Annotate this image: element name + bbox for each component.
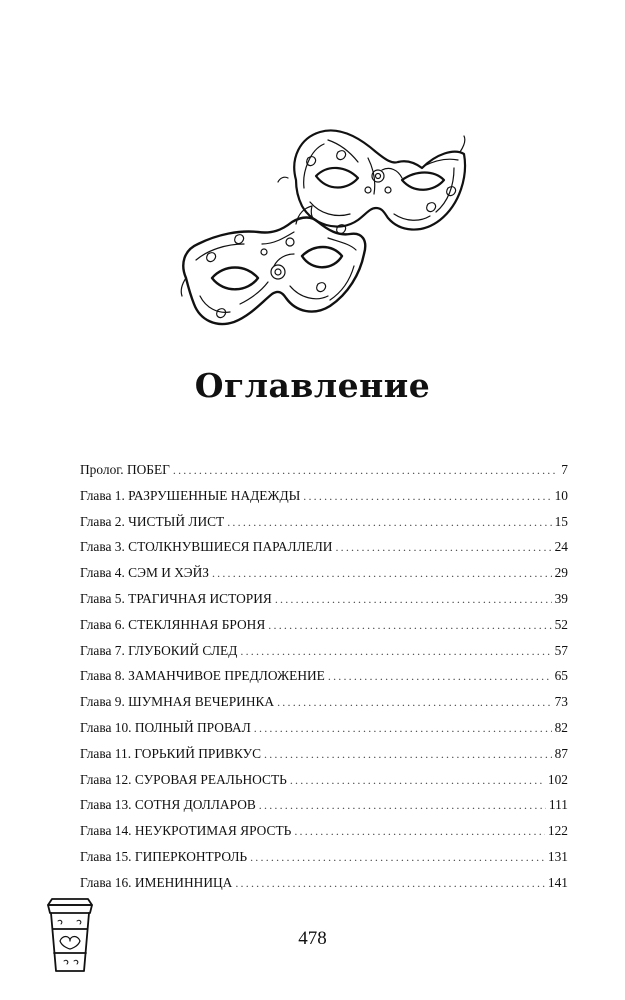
toc-entry-title: Глава 14. НЕУКРОТИМАЯ ЯРОСТЬ bbox=[80, 823, 292, 839]
toc-entry-title: Глава 12. СУРОВАЯ РЕАЛЬНОСТЬ bbox=[80, 771, 287, 787]
toc-entry bbox=[80, 539, 568, 565]
toc-dot-leader bbox=[259, 798, 546, 813]
toc-entry-page: 122 bbox=[547, 823, 568, 839]
toc-entry-page: 24 bbox=[554, 539, 568, 555]
toc-entry bbox=[80, 617, 568, 643]
toc-entry-title: Глава 6. СТЕКЛЯННАЯ БРОНЯ bbox=[80, 616, 266, 632]
toc-dot-leader bbox=[254, 721, 552, 736]
toc-entry-page: 29 bbox=[554, 565, 568, 581]
toc-entry-title: Глава 8. ЗАМАНЧИВОЕ ПРЕДЛОЖЕНИЕ bbox=[80, 668, 325, 684]
toc-entry bbox=[80, 823, 568, 849]
toc-dot-leader bbox=[275, 592, 552, 607]
toc-entry bbox=[80, 514, 568, 540]
toc-entry bbox=[80, 565, 568, 591]
toc-entry-title: Глава 3. СТОЛКНУВШИЕСЯ ПАРАЛЛЕЛИ bbox=[80, 539, 333, 555]
toc-entry-page: 73 bbox=[554, 694, 568, 710]
toc-entry-page: 15 bbox=[554, 513, 568, 529]
toc-entry-page: 39 bbox=[554, 590, 568, 606]
toc-entry bbox=[80, 797, 568, 823]
toc-entry-page: 141 bbox=[547, 874, 568, 890]
toc-entry bbox=[80, 643, 568, 669]
toc-dot-leader bbox=[227, 515, 551, 530]
toc-entry bbox=[80, 668, 568, 694]
toc-entry-title: Глава 1. РАЗРУШЕННЫЕ НАДЕЖДЫ bbox=[80, 487, 301, 503]
toc-entry bbox=[80, 746, 568, 772]
toc-dot-leader bbox=[264, 747, 552, 762]
toc-dot-leader bbox=[335, 540, 551, 555]
toc-dot-leader bbox=[277, 695, 552, 710]
toc-entry-page: 52 bbox=[554, 616, 568, 632]
toc-entry-page: 10 bbox=[554, 487, 568, 503]
page-number: 478 bbox=[298, 928, 327, 949]
toc-entry-title: Глава 4. СЭМ И ХЭЙЗ bbox=[80, 565, 209, 581]
toc-entry bbox=[80, 488, 568, 514]
toc-entry bbox=[80, 849, 568, 875]
toc-entry bbox=[80, 772, 568, 798]
toc-entry-title: Глава 15. ГИПЕРКОНТРОЛЬ bbox=[80, 848, 248, 864]
toc-dot-leader bbox=[328, 669, 552, 684]
toc-entry-title: Глава 2. ЧИСТЫЙ ЛИСТ bbox=[80, 513, 225, 529]
toc-dot-leader bbox=[290, 773, 545, 788]
toc-entry-title: Пролог. ПОБЕГ bbox=[80, 462, 170, 477]
toc-dot-leader bbox=[212, 566, 552, 581]
toc-entry-title: Глава 11. ГОРЬКИЙ ПРИВКУС bbox=[80, 745, 262, 761]
toc-entry-page: 82 bbox=[554, 719, 568, 735]
toc-entry bbox=[80, 694, 568, 720]
toc-entry-page: 65 bbox=[554, 668, 568, 684]
toc-entry bbox=[80, 591, 568, 617]
toc-entry bbox=[80, 875, 568, 901]
table-of-contents bbox=[80, 462, 568, 901]
toc-entry-title: Глава 7. ГЛУБОКИЙ СЛЕД bbox=[80, 642, 238, 658]
toc-entry-page: 57 bbox=[554, 642, 568, 658]
page-title: Оглавление bbox=[194, 366, 431, 405]
toc-dot-leader bbox=[294, 824, 545, 839]
toc-entry-title: Глава 9. ШУМНАЯ ВЕЧЕРИНКА bbox=[80, 694, 275, 710]
toc-dot-leader bbox=[250, 850, 545, 865]
toc-entry-title: Глава 10. ПОЛНЫЙ ПРОВАЛ bbox=[80, 719, 251, 735]
masquerade-masks-icon bbox=[178, 118, 468, 336]
toc-dot-leader bbox=[268, 618, 551, 633]
toc-entry bbox=[80, 462, 568, 488]
toc-entry-page: 87 bbox=[554, 745, 568, 761]
toc-dot-leader bbox=[173, 463, 558, 478]
toc-entry-title: Глава 13. СОТНЯ ДОЛЛАРОВ bbox=[80, 797, 256, 813]
toc-dot-leader bbox=[235, 876, 545, 891]
toc-dot-leader bbox=[303, 489, 551, 504]
toc-entry-page: 131 bbox=[547, 848, 568, 864]
toc-entry bbox=[80, 720, 568, 746]
toc-entry-title: Глава 16. ИМЕНИННИЦА bbox=[80, 874, 233, 890]
toc-dot-leader bbox=[240, 644, 551, 659]
toc-entry-page: 111 bbox=[548, 797, 568, 813]
toc-entry-page: 102 bbox=[547, 771, 568, 787]
toc-entry-title: Глава 5. ТРАГИЧНАЯ ИСТОРИЯ bbox=[80, 590, 272, 606]
toc-entry-page: 7 bbox=[561, 462, 568, 477]
